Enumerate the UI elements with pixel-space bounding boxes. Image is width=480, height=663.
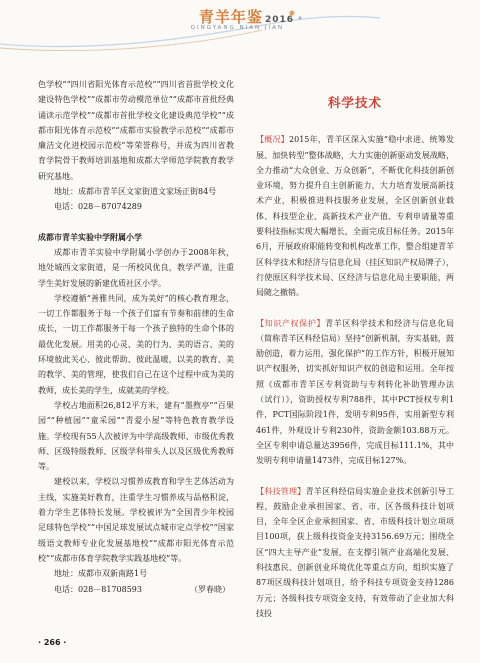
school-philosophy-paragraph: 学校遵循“善雅共同，成为美好”的核心教育理念，一切工作都服务于每一个孩子们富有节奏和前律的生命成长，一切工作都服务于每一个孩子独特的生命个体的最优化发展。用美的心灵、美的行为、美的语言、美的环境彼此关心、彼此帮助、彼此温暖，以美的教育、美的教学、美的管理，使我们自己在这个过程中成为美的教师，成长美的学生，成就美的学校。 [38,293,234,395]
school-facilities-paragraph: 学校占地面积26,812平方米，建有“墨煦亭”“百果园”“种植园”“童采园”“青爱小屋”等特色教育教学设施。学校现有55人次被评为中学高级教师、市级优秀教师、区级特级教师、区级学科带头人以及区级优秀教师等。 [38,400,234,472]
overview-tag: 【概况】 [256,135,290,145]
school-phone-2: 电话：028－81708593 （罗春晓） [38,582,234,597]
school-phone: 电话：028－87074289 [54,202,142,212]
tech-management-paragraph: 【科技管理】青羊区科经信局实施企业技术创新引导工程，鼓励企业承担国家、省、市、区各级科技计划项目，全年全区企业承担国家、省、市级科技计划立项项目100项，获上级科技资金支持3156.69万元；围绕全区“四大主导产业”发展，在支撑引领产业高端化发展、科技惠民、创新创业环境优化等重点方向，组织实施了87项区级科技计划项目，给予科技专项资金支持1286万元；各级科技专项资金支持，有效带动了企业加大科技投 [256,486,455,618]
ip-protection-paragraph: 【知识产权保护】青羊区科学技术和经济与信息化局（简称青羊区科经信局）坚持“创新机制，夯实基础，鼓励创造，着力运用，强化保护”的工作方针，积极开展知识产权服务，切实抓好知识产权的创造和运用。全年按照《成都市青羊区专利资助与专利转化补助管理办法（试行）》，资助授权专利788件，其中PCT授权专利1件，PCT国际阶段1件，发明专利95件，实用新型专利461件，外观设计专利230件，资助金额103.88万元。全区专利申请总量达3956件，完成目标111.1%，其中发明专利申请量1473件，完成目标127%。 [256,318,455,466]
school-achievements-paragraph: 建校以来，学校以习惯养成教育和学生艺体活动为主线，实施美好教育，注重学生习惯养成与品格积淀，着力学生艺体特长发展。学校被评为“全国青少年校园足球特色学校”“中国足球发展试点城市定点学校”“国家级语文教师专业化发展基地校”“成都市阳光体育示范校”“成都市体育学院教学实践基地校”等。 [38,477,234,563]
right-column [256,77,454,621]
school-heading: 成都市青羊实验中学附属小学 [38,232,142,242]
page-number: · 266 · [38,638,67,647]
school-honors-paragraph: 色学校”“四川省阳光体育示范校”“四川省首批学校文化建设特色学校”“成都市劳动模范单位”“成都市首批经典诵读示范学校”“成都市首批学校文化建设典范学校”“成都市阳光体育示范校”“成都市实验教学示范校”“成都市廉洁文化进校园示范校”等荣誉称号，并成为四川省教育学院骨干教师培训基地和成都大学师范学院教育教学研究基地。 [38,80,234,181]
school-intro-paragraph: 成都市青羊实验中学附属小学创办于2008年秋，地处城西文家街道，是一所校风优良，教学严谨，注重学生美好发展的新建优质社区小学。 [38,247,234,288]
school-address: 地址：成都市青羊区文家街道文家场正街84号 [54,187,217,197]
left-column [38,77,234,597]
page-header [0,0,480,60]
tech-management-tag: 【科技管理】 [256,486,306,496]
yearbook-logo-pinyin: QINGYANG NIAN JIAN [190,25,284,31]
school-address-2: 地址：成都市双新南路1号 [54,569,148,579]
section-title: 科学技术 [327,95,382,110]
ip-protection-tag: 【知识产权保护】 [256,318,326,328]
overview-paragraph: 【概况】2015年，青羊区深入实施“稳中求进、统筹发展、加快转型”整体战略，大力实施创新驱动发展战略，全力推动“大众创业、万众创新”，不断优化科技创新创业环境，努力提升自主创新能力，大力培育发展高新技术产业，积极推进科技服务业发展，全区创新创业载体、科技型企业、高新技术产业产值、专利申请量等重要科技指标实现大幅增长，全面完成目标任务。2015年6月，开展政府职能转变和机构改革工作，整合组建青羊区科学技术和经济与信息化局（挂区知识产权局牌子），行使原区科学技术局、区经济与信息化局主要职能，两局随之撤销。 [256,135,455,298]
author-signature: （罗春晓） [190,584,230,594]
yearbook-logo: 青羊年鉴 2016 [198,8,294,26]
